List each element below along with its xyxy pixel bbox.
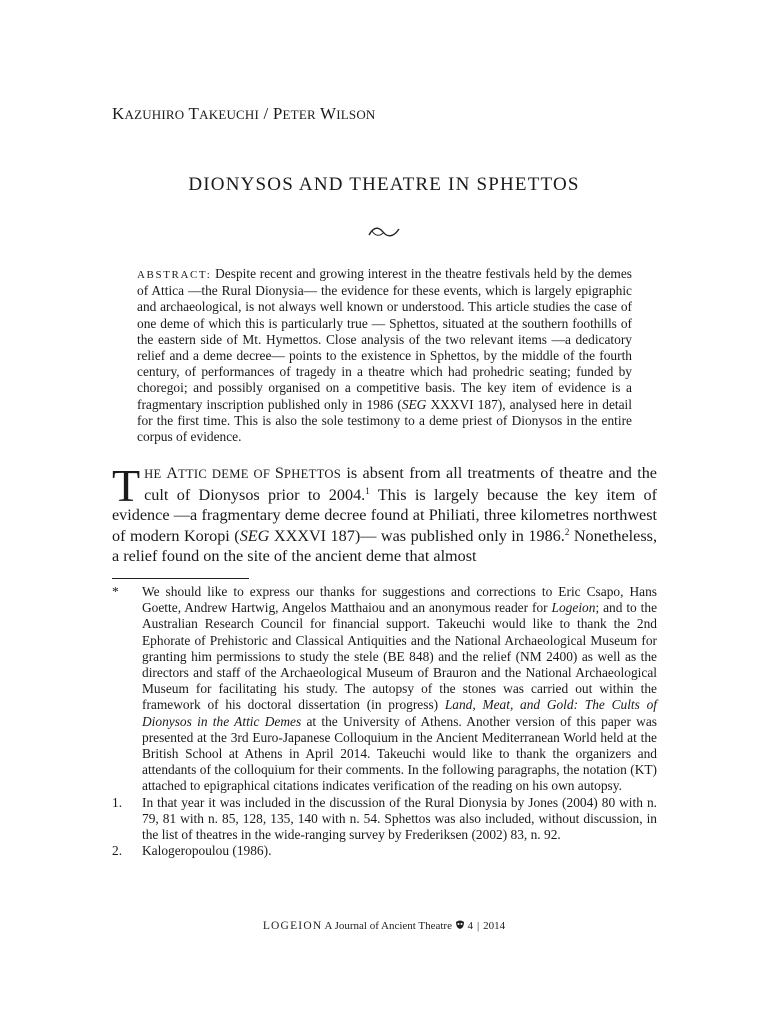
footnote-2-mark: 2.: [112, 843, 123, 859]
abstract: [137, 266, 632, 445]
author1-last-rest: AKEUCHI: [199, 107, 260, 122]
article-title: DIONYSOS AND THEATRE IN SPHETTOS: [188, 174, 580, 195]
swash-ornament-icon: [366, 222, 402, 242]
footnote-dissertation-title: Land, Meat, and Gold: The Cults of Dionysos in the Attic Demes: [142, 697, 657, 729]
abstract-text-1: Despite recent and growing interest in the theatre festivals held by the demes of Attica —the Rural Dionysia— the evidence for these events, which is largely epigraphic and archaeological, is not always well known or understood. This article studies the case of one deme of which this is particularly true — Sphettos, situated at the southern foothills of the eastern side of Mt. Hymettos. Close analysis of the two relevant items —a dedicatory relief and a deme decree— points to the existence in Sphettos, by the middle of the fourth century, of performances of tragedy in a theatre which had prohedric seating; funded by choregoi; and possibly organised on a competitive basis. The key item of evidence is a fragmentary inscription published only in 1986 (: [137, 266, 632, 412]
abstract-text-2: XXXVI 187), analysed here in detail for the first time. This is also the sole testimony to a deme priest of Dionysos in the entire corpus of evidence.: [137, 396, 633, 445]
drop-cap: T: [112, 460, 141, 511]
body-text-3: XXXVI 187)— was published only in 1986.: [269, 526, 565, 545]
footnote-rule: [112, 578, 249, 579]
footnote-star-part2: ; and to the Australian Research Council for financial support. Takeuchi would like to thank the 2nd Ephorate of Prehistoric and Classical Antiquities and the National Archaeological Museum for granting him permissions to study the stele (BE 848) and the relief (NM 2400) as well as the directors and staff of the Archaeological Museum of Brauron and the National Archaeological Museum for facilitating his study. The autopsy of the stones was carried out within the framework of his doctoral dissertation (in progress): [142, 600, 658, 713]
mask-icon: [455, 920, 465, 930]
footnote-star-text: [142, 584, 657, 795]
body-seg: SEG: [239, 526, 270, 545]
body-text-4: Nonetheless, a relief found on the site of the ancient deme that almost: [112, 526, 657, 565]
footer-journal-subtitle: A Journal of Ancient Theatre: [324, 920, 452, 932]
author2-last-rest: ILSON: [336, 107, 376, 122]
footnote-1-mark: 1.: [112, 794, 123, 810]
body-text-1: is absent from all treatments of theatre and the cult of Dionysos prior to 2004.: [144, 464, 657, 504]
author2-first-rest: ETER: [282, 107, 316, 122]
footer-volume: 4: [467, 920, 473, 932]
lead-smallcaps-1: HE: [144, 467, 167, 481]
lead-smallcaps-3: PHETTOS: [283, 467, 342, 481]
page-footer: [100, 920, 668, 932]
footnote-2-text: Kalogeropoulou (1986).: [142, 843, 272, 859]
footnote-star-part1: We should like to express our thanks for suggestions and corrections to Eric Csapo, Hans Goette, Andrew Hartwig, Angelos Matthaiou and an anonymous reader for: [142, 584, 657, 616]
footnote-star: [112, 584, 657, 795]
body-paragraph: [112, 460, 658, 567]
footnote-1-text: In that year it was included in the discussion of the Rural Dionysia by Jones (2004) 80 with n. 79, 81 with n. 85, 128, 135, 140 with n. 54. Sphettos was also included, without discussion, in the list of theatres in the wide-ranging survey by Frederiksen (2002) 83, n. 92.: [142, 794, 657, 843]
footnotes: [112, 584, 657, 859]
abstract-seg: SEG: [401, 396, 427, 412]
footnote-ref-2[interactable]: 2: [564, 526, 570, 537]
author1-last-initial: T: [188, 104, 200, 123]
footnote-2: [112, 843, 657, 859]
author-line: [112, 104, 672, 124]
footnote-star-mark: *: [112, 584, 119, 599]
author2-last-initial: W: [319, 104, 337, 123]
author-separator: /: [259, 104, 273, 123]
footnote-1: [112, 795, 657, 844]
lead-cap-2: S: [274, 464, 284, 482]
footer-journal-name: LOGEION: [262, 920, 323, 932]
footnote-star-part3: at the University of Athens. Another version of this paper was presented at the 3rd Euro-Japanese Colloquium in the Ancient Mediterranean World held at the British School at Athens in April 2014. Takeuchi would like to thank the organizers and attendants of the colloquium for their comments. In the following paragraphs, the notation (KT) attached to epigraphical citations indicates verification of the reading on his own autopsy.: [142, 713, 657, 794]
abstract-label: ABSTRACT:: [137, 269, 212, 281]
footnote-ref-1[interactable]: 1: [365, 485, 370, 496]
footer-divider: |: [476, 920, 480, 932]
lead-smallcaps-2: TTIC DEME OF: [177, 467, 275, 481]
author1-initial: K: [112, 104, 125, 123]
author2-initial: P: [272, 104, 283, 123]
body-text-2: This is largely because the key item of evidence —a fragmentary deme decree found at Philiati, three kilometres northwest of modern Koropi (: [112, 485, 658, 545]
footer-year: 2014: [483, 920, 506, 932]
lead-cap-1: A: [166, 464, 178, 482]
author1-first-rest: AZUHIRO: [124, 107, 185, 122]
footnote-logeion: Logeion: [551, 600, 596, 616]
